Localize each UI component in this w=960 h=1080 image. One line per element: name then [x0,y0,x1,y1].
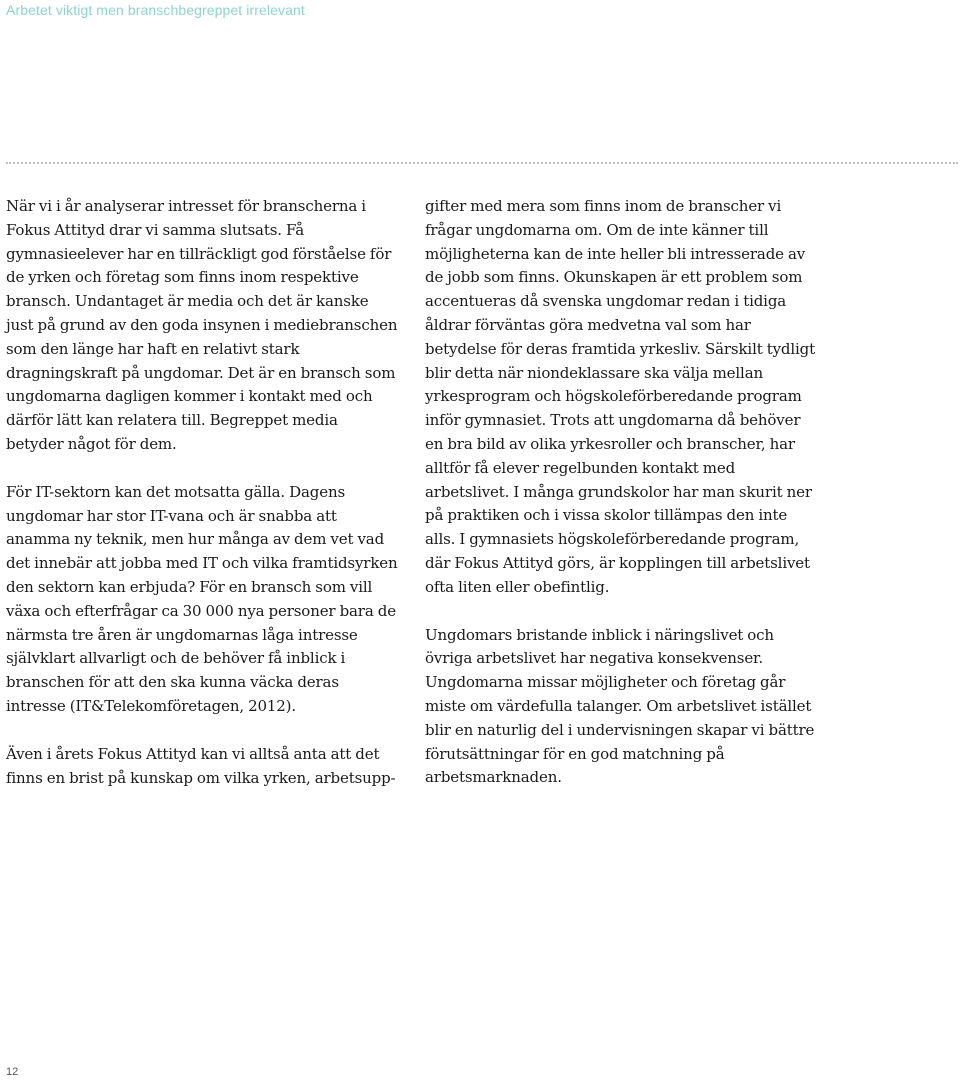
body-column-right [425,195,817,814]
body-paragraph: När vi i år analyserar intresset för branscherna i Fokus Attityd drar vi samma slutsats. Få gymnasieelever har en tillräckligt god förståelse för de yrken och företag som finns inom respektive bransch. Undantaget är media och det är kanske just på grund av den goda insynen i mediebranschen som den länge har haft en relativt stark dragningskraft på ungdomar. Det är en bransch som ungdomarna dagligen kommer i kontakt med och därför lätt kan relatera till. Begreppet media betyder något för dem. [6,197,398,453]
body-paragraph: Ungdomars bristande inblick i näringslivet och övriga arbetslivet har negativa konsekvenser. Ungdomarna missar möjligheter och företag går miste om värdefulla talanger. Om arbetslivet istället blir en naturlig del i undervisningen skapar vi bättre förutsättningar för en god matchning på arbetsmarknaden. [425,625,815,787]
page-number: 12 [6,1066,19,1078]
header-divider [6,162,958,164]
body-paragraph: gifter med mera som finns inom de branscher vi frågar ungdomarna om. Om de inte känner till möjligheterna kan de inte heller bli intresserade av de jobb som finns. Okunskapen är ett problem som accentueras då svenska ungdomar redan i tidiga åldrar förväntas göra medvetna val som har betydelse för deras framtida yrkesliv. Särskilt tydligt blir detta när niondeklassare ska välja mellan yrkesprogram och högskoleförberedande program inför gymnasiet. Trots att ungdomarna då behöver en bra bild av olika yrkesroller och branscher, har alltför få elever regelbunden kontakt med arbetslivet. I många grundskolor har man skurit ner på praktiken och i vissa skolor tillämpas den inte alls. I gymnasiets högskoleförberedande program, där Fokus Attityd görs, är kopplingen till arbetslivet ofta liten eller obefintlig. [425,197,815,596]
body-paragraph: Även i årets Fokus Attityd kan vi alltså anta att det finns en brist på kunskap om vilka yrken, arbetsupp- [6,744,396,787]
body-column-left [6,195,398,814]
running-header: Arbetet viktigt men branschbegreppet irrelevant [6,2,305,18]
body-paragraph: För IT-sektorn kan det motsatta gälla. Dagens ungdomar har stor IT-vana och är snabba att anamma ny teknik, men hur många av dem vet vad det innebär att jobba med IT och vilka framtidsyrken den sektorn kan erbjuda? För en bransch som vill växa och efterfrågar ca 30 000 nya personer bara de närmsta tre åren är ungdomarnas låga intresse självklart allvarligt och de behöver få inblick i branschen för att den ska kunna väcka deras intresse (IT&Telekomföretagen, 2012). [6,482,398,715]
